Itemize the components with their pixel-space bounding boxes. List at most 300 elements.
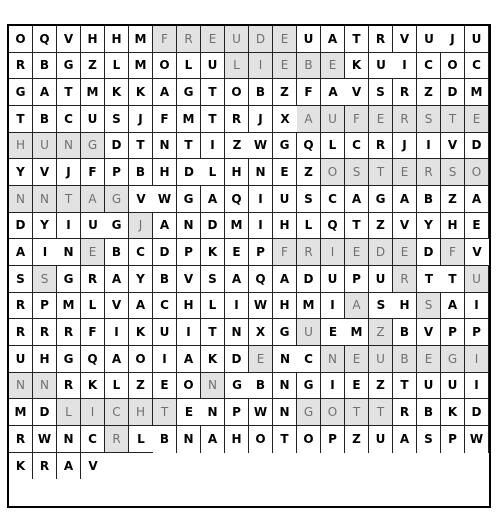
grid-cell-r17-c3[interactable]: H	[225, 426, 249, 453]
grid-cell-r10-c12[interactable]: D	[297, 266, 321, 293]
grid-cell-r8-c15[interactable]: E	[465, 213, 489, 240]
grid-cell-r5-c8[interactable]: V	[441, 133, 465, 160]
grid-cell-r16-c3[interactable]: N	[273, 399, 297, 426]
grid-cell-r15-c6[interactable]: T	[393, 373, 417, 400]
grid-cell-r3-c11[interactable]: J	[129, 106, 153, 133]
grid-cell-r11-c11[interactable]: I	[225, 293, 249, 320]
grid-cell-r4-c3[interactable]: E	[369, 106, 393, 133]
grid-cell-r4-c15[interactable]: T	[177, 133, 201, 160]
grid-cell-r15-c17[interactable]: E	[177, 399, 201, 426]
grid-cell-r8-c1[interactable]: J	[129, 213, 153, 240]
grid-cell-r7-c8[interactable]: A	[345, 186, 369, 213]
grid-cell-r10-c0[interactable]: S	[9, 266, 33, 293]
grid-cell-r1-c16[interactable]: K	[345, 53, 369, 80]
grid-cell-r11-c10[interactable]: L	[201, 293, 225, 320]
grid-cell-r5-c10[interactable]: Y	[9, 159, 33, 186]
grid-cell-r3-c9[interactable]: U	[81, 106, 105, 133]
grid-cell-r16-c1[interactable]: P	[225, 399, 249, 426]
grid-cell-r14-c12[interactable]: L	[105, 373, 129, 400]
grid-cell-r12-c7[interactable]: F	[81, 319, 105, 346]
grid-cell-r17-c0[interactable]: B	[153, 426, 177, 453]
grid-cell-r9-c11[interactable]: I	[321, 239, 345, 266]
grid-cell-r8-c16[interactable]: A	[9, 239, 33, 266]
grid-cell-r9-c12[interactable]: E	[345, 239, 369, 266]
grid-cell-r4-c13[interactable]: T	[129, 133, 153, 160]
grid-cell-r3-c17[interactable]: X	[273, 106, 297, 133]
grid-cell-r1-c0[interactable]: J	[441, 26, 465, 53]
grid-cell-r12-c0[interactable]: H	[393, 293, 417, 320]
grid-cell-r11-c1[interactable]: U	[465, 266, 489, 293]
grid-cell-r13-c4[interactable]: P	[441, 319, 465, 346]
grid-cell-r4-c12[interactable]: D	[105, 133, 129, 160]
grid-cell-r16-c12[interactable]: R	[9, 426, 33, 453]
grid-cell-r0-c17[interactable]: U	[417, 26, 441, 53]
grid-cell-r12-c13[interactable]: N	[225, 319, 249, 346]
grid-cell-r3-c8[interactable]: C	[57, 106, 81, 133]
grid-cell-r17-c16[interactable]: A	[57, 453, 81, 480]
grid-cell-r17-c9[interactable]: U	[369, 426, 393, 453]
grid-cell-r16-c8[interactable]: R	[393, 399, 417, 426]
grid-cell-r14-c3[interactable]: U	[369, 346, 393, 373]
grid-cell-r5-c11[interactable]: V	[33, 159, 57, 186]
grid-cell-r14-c10[interactable]: R	[57, 373, 81, 400]
grid-cell-r10-c11[interactable]: A	[273, 266, 297, 293]
grid-cell-r2-c12[interactable]: T	[201, 79, 225, 106]
grid-cell-r7-c4[interactable]: I	[249, 186, 273, 213]
grid-cell-r4-c4[interactable]: R	[393, 106, 417, 133]
grid-cell-r0-c16[interactable]: V	[393, 26, 417, 53]
grid-cell-r14-c14[interactable]: E	[153, 373, 177, 400]
grid-cell-r13-c3[interactable]: V	[417, 319, 441, 346]
grid-cell-r5-c14[interactable]: P	[105, 159, 129, 186]
grid-cell-r16-c0[interactable]: N	[201, 399, 225, 426]
grid-cell-r11-c7[interactable]: A	[129, 293, 153, 320]
grid-cell-r1-c11[interactable]: L	[225, 53, 249, 80]
grid-cell-r15-c0[interactable]: B	[249, 373, 273, 400]
grid-cell-r1-c3[interactable]: B	[33, 53, 57, 80]
grid-cell-r11-c14[interactable]: M	[297, 293, 321, 320]
grid-cell-r15-c7[interactable]: U	[417, 373, 441, 400]
grid-cell-r17-c7[interactable]: P	[321, 426, 345, 453]
grid-cell-r11-c4[interactable]: M	[57, 293, 81, 320]
grid-cell-r15-c8[interactable]: U	[441, 373, 465, 400]
grid-cell-r9-c4[interactable]: D	[153, 239, 177, 266]
grid-cell-r10-c9[interactable]: A	[225, 266, 249, 293]
grid-cell-r1-c2[interactable]: R	[9, 53, 33, 80]
grid-cell-r14-c6[interactable]: G	[441, 346, 465, 373]
grid-cell-r9-c6[interactable]: K	[201, 239, 225, 266]
grid-cell-r7-c3[interactable]: Q	[225, 186, 249, 213]
grid-cell-r4-c7[interactable]: E	[465, 106, 489, 133]
grid-cell-r0-c7[interactable]: R	[177, 26, 201, 53]
grid-cell-r1-c8[interactable]: O	[153, 53, 177, 80]
grid-cell-r11-c8[interactable]: C	[153, 293, 177, 320]
grid-cell-r12-c16[interactable]: U	[297, 319, 321, 346]
grid-cell-r6-c7[interactable]: T	[369, 159, 393, 186]
grid-cell-r12-c8[interactable]: I	[105, 319, 129, 346]
grid-cell-r13-c8[interactable]: G	[57, 346, 81, 373]
grid-cell-r15-c5[interactable]: Z	[369, 373, 393, 400]
grid-cell-r2-c11[interactable]: G	[177, 79, 201, 106]
grid-cell-r4-c10[interactable]: N	[57, 133, 81, 160]
grid-cell-r11-c13[interactable]: H	[273, 293, 297, 320]
grid-cell-r10-c17[interactable]: T	[417, 266, 441, 293]
grid-cell-r13-c7[interactable]: H	[33, 346, 57, 373]
grid-cell-r0-c10[interactable]: D	[249, 26, 273, 53]
grid-cell-r17-c12[interactable]: P	[441, 426, 465, 453]
grid-cell-r1-c13[interactable]: E	[273, 53, 297, 80]
grid-cell-r3-c10[interactable]: S	[105, 106, 129, 133]
grid-cell-r1-c12[interactable]: I	[249, 53, 273, 80]
grid-cell-r12-c4[interactable]: R	[9, 319, 33, 346]
grid-cell-r13-c15[interactable]: D	[225, 346, 249, 373]
grid-cell-r9-c2[interactable]: B	[105, 239, 129, 266]
grid-cell-r12-c1[interactable]: S	[417, 293, 441, 320]
grid-cell-r16-c7[interactable]: T	[369, 399, 393, 426]
grid-cell-r17-c15[interactable]: R	[33, 453, 57, 480]
grid-cell-r4-c1[interactable]: U	[321, 106, 345, 133]
grid-cell-r16-c15[interactable]: C	[81, 426, 105, 453]
grid-cell-r15-c9[interactable]: I	[465, 373, 489, 400]
grid-cell-r15-c11[interactable]: D	[33, 399, 57, 426]
grid-cell-r13-c13[interactable]: A	[177, 346, 201, 373]
grid-cell-r6-c4[interactable]: Z	[297, 159, 321, 186]
grid-cell-r7-c12[interactable]: Z	[441, 186, 465, 213]
grid-cell-r10-c10[interactable]: Q	[249, 266, 273, 293]
grid-cell-r13-c1[interactable]: Z	[369, 319, 393, 346]
grid-cell-r5-c12[interactable]: J	[57, 159, 81, 186]
grid-cell-r8-c10[interactable]: T	[345, 213, 369, 240]
grid-cell-r6-c11[interactable]: O	[465, 159, 489, 186]
grid-cell-r6-c17[interactable]: V	[129, 186, 153, 213]
grid-cell-r15-c13[interactable]: I	[81, 399, 105, 426]
grid-cell-r15-c12[interactable]: L	[57, 399, 81, 426]
grid-cell-r16-c14[interactable]: N	[57, 426, 81, 453]
grid-cell-r11-c2[interactable]: R	[9, 293, 33, 320]
grid-cell-r2-c3[interactable]: C	[465, 53, 489, 80]
grid-cell-r2-c10[interactable]: A	[153, 79, 177, 106]
grid-cell-r8-c5[interactable]: M	[225, 213, 249, 240]
grid-cell-r9-c9[interactable]: F	[273, 239, 297, 266]
grid-cell-r7-c6[interactable]: S	[297, 186, 321, 213]
grid-cell-r2-c4[interactable]: G	[9, 79, 33, 106]
grid-cell-r7-c11[interactable]: B	[417, 186, 441, 213]
grid-cell-r7-c9[interactable]: G	[369, 186, 393, 213]
grid-cell-r5-c5[interactable]: R	[369, 133, 393, 160]
grid-cell-r5-c9[interactable]: D	[465, 133, 489, 160]
grid-cell-r12-c14[interactable]: X	[249, 319, 273, 346]
grid-cell-r4-c9[interactable]: U	[33, 133, 57, 160]
grid-cell-r11-c0[interactable]: T	[441, 266, 465, 293]
grid-cell-r14-c2[interactable]: E	[345, 346, 369, 373]
grid-cell-r15-c15[interactable]: H	[129, 399, 153, 426]
grid-cell-r9-c3[interactable]: C	[129, 239, 153, 266]
grid-cell-r3-c2[interactable]: R	[393, 79, 417, 106]
grid-cell-r2-c0[interactable]: I	[393, 53, 417, 80]
grid-cell-r17-c14[interactable]: K	[9, 453, 33, 480]
grid-cell-r4-c0[interactable]: A	[297, 106, 321, 133]
grid-cell-r5-c0[interactable]: W	[249, 133, 273, 160]
grid-cell-r11-c9[interactable]: H	[177, 293, 201, 320]
grid-cell-r6-c0[interactable]: L	[201, 159, 225, 186]
grid-cell-r12-c11[interactable]: I	[177, 319, 201, 346]
grid-cell-r12-c17[interactable]: E	[321, 319, 345, 346]
grid-cell-r7-c5[interactable]: U	[273, 186, 297, 213]
grid-cell-r15-c1[interactable]: N	[273, 373, 297, 400]
grid-cell-r6-c8[interactable]: E	[393, 159, 417, 186]
grid-cell-r11-c3[interactable]: P	[33, 293, 57, 320]
grid-cell-r6-c9[interactable]: R	[417, 159, 441, 186]
grid-cell-r16-c16[interactable]: R	[105, 426, 129, 453]
grid-cell-r15-c4[interactable]: E	[345, 373, 369, 400]
grid-cell-r3-c0[interactable]: V	[345, 79, 369, 106]
grid-cell-r8-c12[interactable]: V	[393, 213, 417, 240]
grid-cell-r6-c12[interactable]: N	[9, 186, 33, 213]
grid-cell-r13-c6[interactable]: U	[9, 346, 33, 373]
grid-cell-r14-c7[interactable]: I	[465, 346, 489, 373]
grid-cell-r0-c9[interactable]: U	[225, 26, 249, 53]
grid-cell-r2-c2[interactable]: O	[441, 53, 465, 80]
grid-cell-r5-c7[interactable]: I	[417, 133, 441, 160]
grid-cell-r3-c15[interactable]: R	[225, 106, 249, 133]
grid-cell-r6-c5[interactable]: O	[321, 159, 345, 186]
grid-cell-r0-c6[interactable]: F	[153, 26, 177, 53]
grid-cell-r6-c6[interactable]: S	[345, 159, 369, 186]
grid-cell-r10-c5[interactable]: Y	[129, 266, 153, 293]
grid-cell-r6-c1[interactable]: H	[225, 159, 249, 186]
grid-cell-r4-c17[interactable]: Z	[225, 133, 249, 160]
grid-cell-r13-c10[interactable]: A	[105, 346, 129, 373]
grid-cell-r14-c9[interactable]: N	[33, 373, 57, 400]
grid-cell-r17-c11[interactable]: S	[417, 426, 441, 453]
grid-cell-r8-c11[interactable]: Z	[369, 213, 393, 240]
grid-cell-r1-c15[interactable]: E	[321, 53, 345, 80]
grid-cell-r14-c1[interactable]: N	[321, 346, 345, 373]
grid-cell-r8-c2[interactable]: A	[153, 213, 177, 240]
grid-cell-r16-c5[interactable]: O	[321, 399, 345, 426]
grid-cell-r3-c12[interactable]: F	[153, 106, 177, 133]
grid-cell-r5-c1[interactable]: G	[273, 133, 297, 160]
grid-cell-r16-c2[interactable]: W	[249, 399, 273, 426]
grid-cell-r6-c16[interactable]: G	[105, 186, 129, 213]
grid-cell-r14-c16[interactable]: N	[201, 373, 225, 400]
grid-cell-r0-c13[interactable]: A	[321, 26, 345, 53]
grid-cell-r11-c6[interactable]: V	[105, 293, 129, 320]
grid-cell-r16-c4[interactable]: G	[297, 399, 321, 426]
grid-cell-r5-c15[interactable]: B	[129, 159, 153, 186]
grid-cell-r10-c14[interactable]: P	[345, 266, 369, 293]
grid-cell-r2-c1[interactable]: C	[417, 53, 441, 80]
grid-cell-r0-c14[interactable]: T	[345, 26, 369, 53]
grid-cell-r2-c13[interactable]: O	[225, 79, 249, 106]
grid-cell-r17-c5[interactable]: T	[273, 426, 297, 453]
grid-cell-r4-c8[interactable]: H	[9, 133, 33, 160]
grid-cell-r7-c15[interactable]: Y	[33, 213, 57, 240]
grid-cell-r12-c6[interactable]: R	[57, 319, 81, 346]
grid-cell-r3-c13[interactable]: M	[177, 106, 201, 133]
grid-cell-r0-c1[interactable]: Q	[33, 26, 57, 53]
grid-cell-r2-c9[interactable]: K	[129, 79, 153, 106]
grid-cell-r8-c8[interactable]: L	[297, 213, 321, 240]
grid-cell-r3-c5[interactable]: M	[465, 79, 489, 106]
grid-cell-r9-c14[interactable]: E	[393, 239, 417, 266]
grid-cell-r8-c9[interactable]: Q	[321, 213, 345, 240]
grid-cell-r5-c6[interactable]: J	[393, 133, 417, 160]
grid-cell-r10-c13[interactable]: U	[321, 266, 345, 293]
grid-cell-r0-c8[interactable]: E	[201, 26, 225, 53]
grid-cell-r2-c15[interactable]: Z	[273, 79, 297, 106]
grid-cell-r3-c14[interactable]: T	[201, 106, 225, 133]
grid-cell-r9-c1[interactable]: E	[81, 239, 105, 266]
grid-cell-r6-c14[interactable]: T	[57, 186, 81, 213]
grid-cell-r11-c15[interactable]: I	[321, 293, 345, 320]
grid-cell-r9-c8[interactable]: P	[249, 239, 273, 266]
grid-cell-r14-c11[interactable]: K	[81, 373, 105, 400]
grid-cell-r14-c13[interactable]: Z	[129, 373, 153, 400]
grid-cell-r9-c13[interactable]: D	[369, 239, 393, 266]
grid-cell-r1-c17[interactable]: U	[369, 53, 393, 80]
grid-cell-r5-c16[interactable]: H	[153, 159, 177, 186]
grid-cell-r16-c17[interactable]: L	[129, 426, 153, 453]
grid-cell-r11-c12[interactable]: W	[249, 293, 273, 320]
grid-cell-r10-c2[interactable]: G	[57, 266, 81, 293]
grid-cell-r7-c14[interactable]: D	[9, 213, 33, 240]
grid-cell-r7-c10[interactable]: A	[393, 186, 417, 213]
grid-cell-r6-c2[interactable]: N	[249, 159, 273, 186]
grid-cell-r17-c13[interactable]: W	[465, 426, 489, 453]
grid-cell-r5-c2[interactable]: Q	[297, 133, 321, 160]
grid-cell-r3-c3[interactable]: Z	[417, 79, 441, 106]
grid-cell-r10-c8[interactable]: S	[201, 266, 225, 293]
grid-cell-r0-c0[interactable]: O	[9, 26, 33, 53]
grid-cell-r6-c15[interactable]: A	[81, 186, 105, 213]
grid-cell-r8-c7[interactable]: H	[273, 213, 297, 240]
grid-cell-r11-c5[interactable]: L	[81, 293, 105, 320]
grid-cell-r4-c5[interactable]: S	[417, 106, 441, 133]
grid-cell-r15-c16[interactable]: T	[153, 399, 177, 426]
grid-cell-r9-c5[interactable]: P	[177, 239, 201, 266]
grid-cell-r12-c3[interactable]: I	[465, 293, 489, 320]
grid-cell-r3-c6[interactable]: T	[9, 106, 33, 133]
grid-cell-r12-c15[interactable]: G	[273, 319, 297, 346]
grid-cell-r2-c5[interactable]: A	[33, 79, 57, 106]
grid-cell-r0-c12[interactable]: U	[297, 26, 321, 53]
grid-cell-r8-c17[interactable]: I	[33, 239, 57, 266]
grid-cell-r2-c16[interactable]: F	[297, 79, 321, 106]
grid-cell-r15-c14[interactable]: C	[105, 399, 129, 426]
grid-cell-r2-c7[interactable]: M	[81, 79, 105, 106]
grid-cell-r0-c4[interactable]: H	[105, 26, 129, 53]
grid-cell-r8-c14[interactable]: H	[441, 213, 465, 240]
grid-cell-r1-c5[interactable]: Z	[81, 53, 105, 80]
grid-cell-r14-c15[interactable]: O	[177, 373, 201, 400]
grid-cell-r15-c2[interactable]: G	[297, 373, 321, 400]
grid-cell-r10-c3[interactable]: R	[81, 266, 105, 293]
grid-cell-r10-c15[interactable]: U	[369, 266, 393, 293]
grid-cell-r2-c17[interactable]: A	[321, 79, 345, 106]
grid-cell-r7-c1[interactable]: G	[177, 186, 201, 213]
grid-cell-r6-c10[interactable]: S	[441, 159, 465, 186]
grid-cell-r16-c13[interactable]: W	[33, 426, 57, 453]
grid-cell-r9-c10[interactable]: R	[297, 239, 321, 266]
grid-cell-r13-c9[interactable]: Q	[81, 346, 105, 373]
grid-cell-r9-c17[interactable]: V	[465, 239, 489, 266]
grid-cell-r8-c3[interactable]: N	[177, 213, 201, 240]
grid-cell-r12-c10[interactable]: U	[153, 319, 177, 346]
grid-cell-r1-c14[interactable]: B	[297, 53, 321, 80]
grid-cell-r10-c4[interactable]: A	[105, 266, 129, 293]
grid-cell-r2-c8[interactable]: K	[105, 79, 129, 106]
grid-cell-r1-c4[interactable]: G	[57, 53, 81, 80]
grid-cell-r11-c16[interactable]: A	[345, 293, 369, 320]
grid-cell-r1-c9[interactable]: L	[177, 53, 201, 80]
grid-cell-r13-c5[interactable]: P	[465, 319, 489, 346]
grid-cell-r3-c7[interactable]: B	[33, 106, 57, 133]
grid-cell-r4-c11[interactable]: G	[81, 133, 105, 160]
grid-cell-r7-c16[interactable]: I	[57, 213, 81, 240]
grid-cell-r13-c11[interactable]: O	[129, 346, 153, 373]
grid-cell-r6-c13[interactable]: N	[33, 186, 57, 213]
grid-cell-r4-c6[interactable]: T	[441, 106, 465, 133]
grid-cell-r5-c17[interactable]: D	[177, 159, 201, 186]
grid-cell-r9-c7[interactable]: E	[225, 239, 249, 266]
grid-cell-r14-c4[interactable]: B	[393, 346, 417, 373]
grid-cell-r17-c8[interactable]: Z	[345, 426, 369, 453]
grid-cell-r0-c2[interactable]: V	[57, 26, 81, 53]
grid-cell-r0-c15[interactable]: R	[369, 26, 393, 53]
grid-cell-r6-c3[interactable]: E	[273, 159, 297, 186]
grid-cell-r10-c16[interactable]: R	[393, 266, 417, 293]
grid-cell-r16-c11[interactable]: D	[465, 399, 489, 426]
grid-cell-r1-c6[interactable]: L	[105, 53, 129, 80]
grid-cell-r15-c3[interactable]: I	[321, 373, 345, 400]
grid-cell-r3-c1[interactable]: S	[369, 79, 393, 106]
grid-cell-r15-c10[interactable]: M	[9, 399, 33, 426]
grid-cell-r14-c8[interactable]: N	[9, 373, 33, 400]
grid-cell-r8-c6[interactable]: I	[249, 213, 273, 240]
grid-cell-r9-c16[interactable]: F	[441, 239, 465, 266]
grid-cell-r10-c1[interactable]: S	[33, 266, 57, 293]
grid-cell-r1-c10[interactable]: U	[201, 53, 225, 80]
grid-cell-r9-c15[interactable]: D	[417, 239, 441, 266]
grid-cell-r3-c4[interactable]: D	[441, 79, 465, 106]
grid-cell-r14-c5[interactable]: E	[417, 346, 441, 373]
grid-cell-r2-c14[interactable]: B	[249, 79, 273, 106]
grid-cell-r13-c2[interactable]: B	[393, 319, 417, 346]
grid-cell-r14-c17[interactable]: G	[225, 373, 249, 400]
grid-cell-r17-c1[interactable]: N	[177, 426, 201, 453]
grid-cell-r3-c16[interactable]: J	[249, 106, 273, 133]
grid-cell-r16-c6[interactable]: T	[345, 399, 369, 426]
grid-cell-r4-c2[interactable]: F	[345, 106, 369, 133]
grid-cell-r16-c10[interactable]: K	[441, 399, 465, 426]
grid-cell-r11-c17[interactable]: S	[369, 293, 393, 320]
grid-cell-r8-c0[interactable]: G	[105, 213, 129, 240]
grid-cell-r4-c16[interactable]: I	[201, 133, 225, 160]
grid-cell-r7-c7[interactable]: C	[321, 186, 345, 213]
grid-cell-r0-c5[interactable]: M	[129, 26, 153, 53]
grid-cell-r7-c17[interactable]: U	[81, 213, 105, 240]
grid-cell-r17-c6[interactable]: O	[297, 426, 321, 453]
grid-cell-r13-c16[interactable]: E	[249, 346, 273, 373]
grid-cell-r5-c3[interactable]: L	[321, 133, 345, 160]
grid-cell-r13-c12[interactable]: I	[153, 346, 177, 373]
grid-cell-r7-c0[interactable]: W	[153, 186, 177, 213]
grid-cell-r10-c6[interactable]: B	[153, 266, 177, 293]
grid-cell-r8-c13[interactable]: Y	[417, 213, 441, 240]
grid-cell-r17-c4[interactable]: O	[249, 426, 273, 453]
grid-cell-r13-c17[interactable]: N	[273, 346, 297, 373]
